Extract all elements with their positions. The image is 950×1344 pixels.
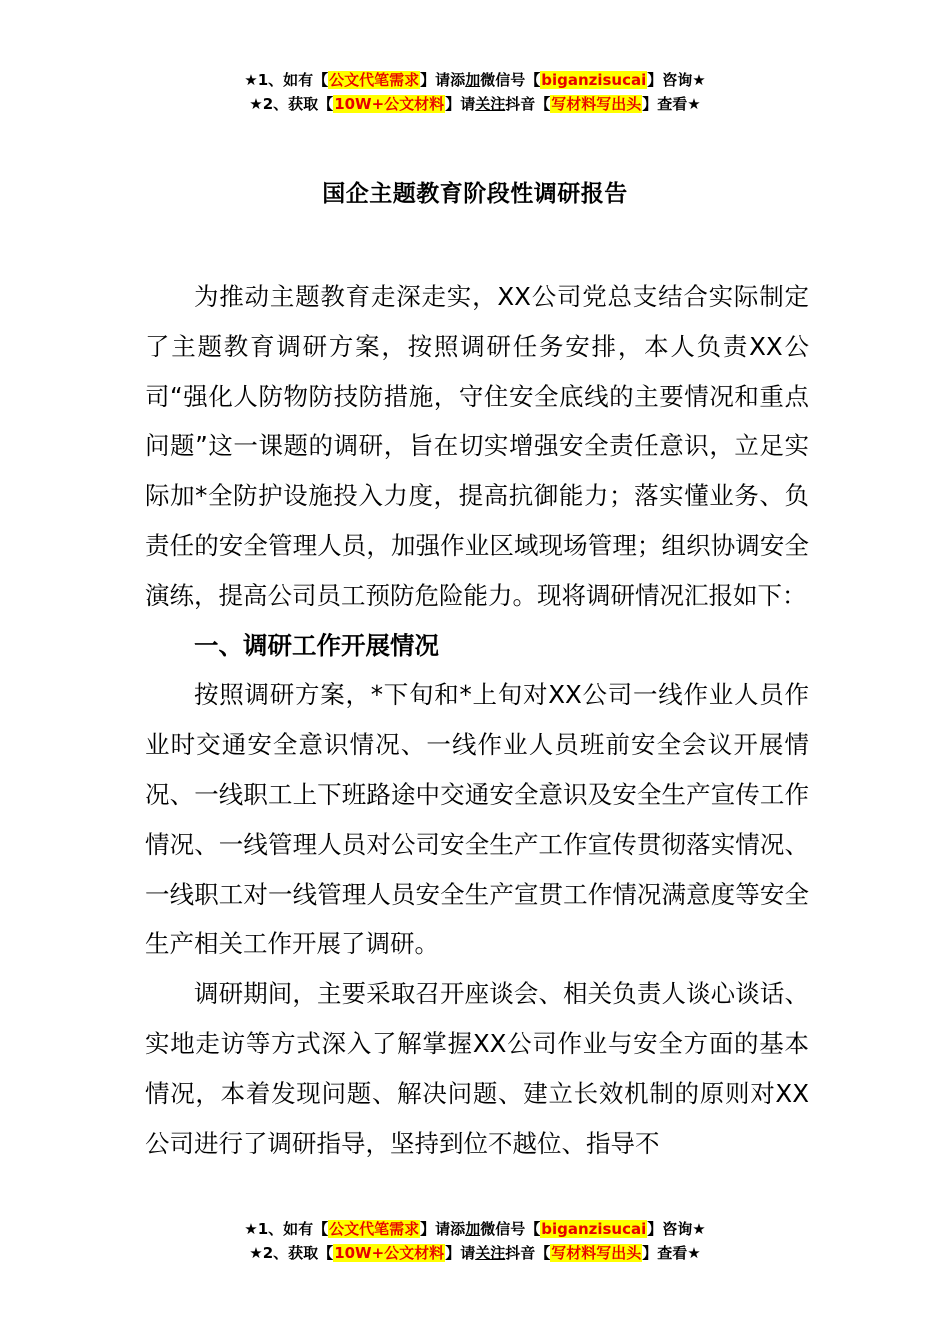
promo-text: 】咨询★	[647, 1220, 706, 1238]
promo-text: 】请添	[420, 1220, 466, 1238]
promo-text: 】请	[445, 1244, 476, 1262]
document-body	[145, 272, 809, 1168]
promo-text: 】请	[445, 95, 476, 113]
promo-text: 抖音【	[505, 1244, 551, 1262]
promo-text: 微信号【	[480, 71, 541, 89]
body-paragraph: 调研期间，主要采取召开座谈会、相关负责人谈心谈话、实地走访等方式深入了解掌握XX公司作业与安全方面的基本情况，本着发现问题、解决问题、建立长效机制的原则对XX公司进行了调研指导，坚持到位不越位、指导不	[145, 979, 809, 1158]
promo-underline: 加	[465, 71, 481, 89]
promo-text: 】咨询★	[647, 71, 706, 89]
promo-line-1	[0, 68, 950, 92]
promo-underline: 关注	[475, 95, 506, 113]
promo-text: 】查看★	[642, 95, 701, 113]
document-title: 国企主题教育阶段性调研报告	[322, 181, 628, 207]
promo-text: ★2、获取【	[249, 95, 334, 113]
body-paragraph: 按照调研方案，*下旬和*上旬对XX公司一线作业人员作业时交通安全意识情况、一线作业人员班前安全会议开展情况、一线职工上下班路途中交通安全意识及安全生产宣传工作情况、一线管理人员对公司安全生产工作宣传贯彻落实情况、一线职工对一线管理人员安全生产宣贯工作情况满意度等安全生产相关工作开展了调研。	[145, 680, 809, 959]
promo-highlight: 写材料写出头	[551, 95, 642, 113]
promo-line-2	[0, 92, 950, 116]
promo-text: ★2、获取【	[249, 1244, 334, 1262]
promo-text: 微信号【	[480, 1220, 541, 1238]
intro-paragraph: 为推动主题教育走深走实，XX公司党总支结合实际制定了主题教育调研方案，按照调研任务安排，本人负责XX公司“强化人防物防技防措施，守住安全底线的主要情况和重点问题”这一课题的调研，旨在切实增强安全责任意识，立足实际加*全防护设施投入力度，提高抗御能力；落实懂业务、负责任的安全管理人员，加强作业区域现场管理；组织协调安全演练，提高公司员工预防危险能力。现将调研情况汇报如下：	[145, 282, 809, 610]
promo-text: 抖音【	[505, 95, 551, 113]
promo-highlight: 写材料写出头	[551, 1244, 642, 1262]
section-heading: 一、调研工作开展情况	[194, 630, 439, 660]
promo-line-2	[0, 1241, 950, 1265]
promo-banner-top	[0, 68, 950, 116]
promo-text: 】请添	[420, 71, 466, 89]
promo-highlight: 公文代笔需求	[329, 71, 420, 89]
promo-highlight: biganzisucai	[541, 1220, 647, 1238]
promo-underline: 关注	[475, 1244, 506, 1262]
promo-text: ★1、如有【	[244, 71, 329, 89]
promo-highlight: 10W+公文材料	[334, 1244, 445, 1262]
promo-underline: 加	[465, 1220, 481, 1238]
promo-highlight: 10W+公文材料	[334, 95, 445, 113]
promo-text: 】查看★	[642, 1244, 701, 1262]
promo-banner-bottom	[0, 1217, 950, 1265]
promo-line-1	[0, 1217, 950, 1241]
promo-text: ★1、如有【	[244, 1220, 329, 1238]
promo-highlight: 公文代笔需求	[329, 1220, 420, 1238]
promo-highlight: biganzisucai	[541, 71, 647, 89]
